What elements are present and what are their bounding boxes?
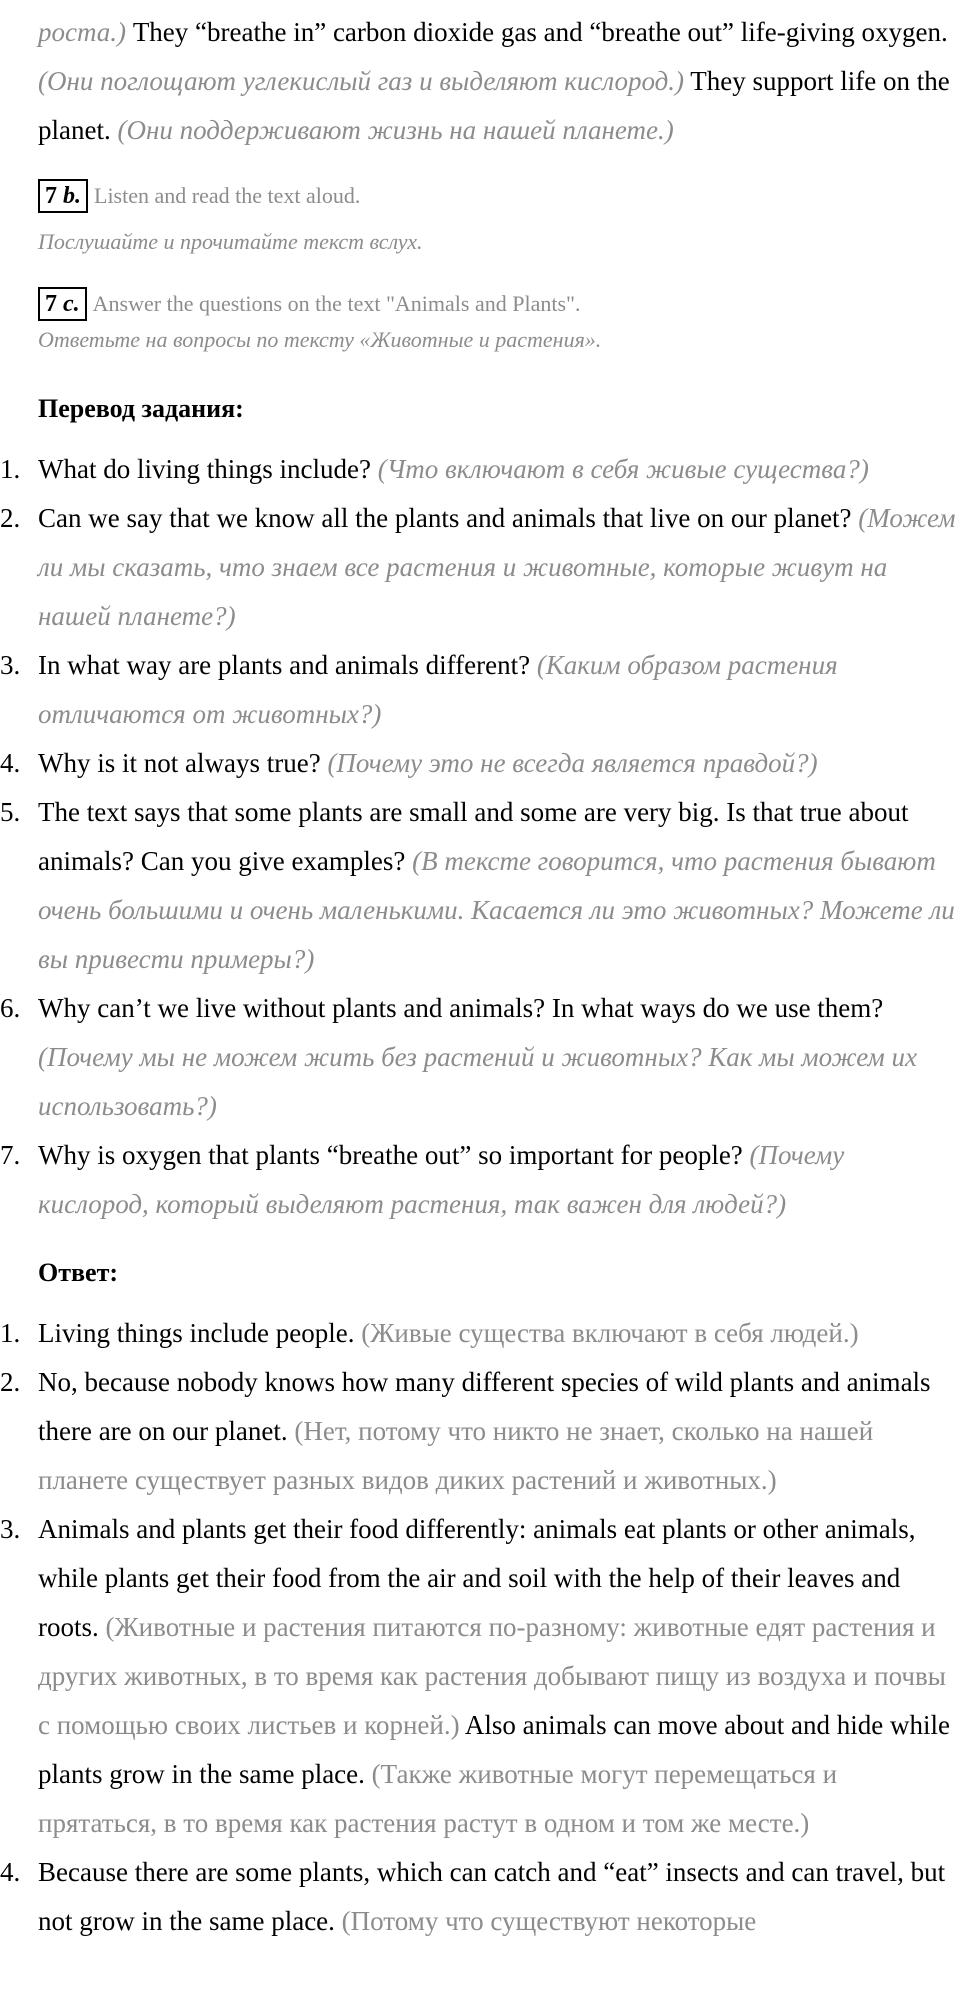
- question-ru: (Каким образом растения отличаются от животных?): [38, 650, 838, 729]
- item-number: 3.: [0, 1514, 21, 1544]
- item-number: 4.: [0, 1857, 21, 1887]
- task-7b-number: 7: [45, 183, 57, 209]
- item-number: 7.: [0, 1140, 21, 1170]
- list-item: [0, 1309, 958, 1358]
- item-number: 2.: [0, 503, 21, 533]
- translation-heading: Перевод задания:: [38, 394, 244, 423]
- answer-en: Animals and plants get their food differently: animals eat plants or other animals, while plants get their food from the air and soil with the help of their leaves and roots.: [38, 1514, 916, 1642]
- item-number: 1.: [0, 454, 21, 484]
- intro-ru-text-1: (Они поглощают углекислый газ и выделяют кислород.): [38, 66, 685, 96]
- item-number: 2.: [0, 1367, 21, 1397]
- answer-ru-continued: (Также животные могут перемещаться и прятаться, в то время как растения растут в одном и том же месте.): [38, 1759, 838, 1838]
- question-en: Why is it not always true?: [38, 748, 328, 778]
- intro-en-text-1: They “breathe in” carbon dioxide gas and “breathe out” life-giving oxygen.: [126, 17, 948, 47]
- answer-ru: (Потому что существуют некоторые: [341, 1906, 757, 1936]
- task-7b: [38, 178, 958, 262]
- question-ru: (В тексте говорится, что растения бывают очень большими и очень маленькими. Касается ли это животных? Можете ли вы привести примеры?): [38, 846, 955, 974]
- task-7c-letter: c.: [63, 291, 80, 317]
- question-en: In what way are plants and animals different?: [38, 650, 537, 680]
- question-ru: (Почему мы не можем жить без растений и животных? Как мы можем их использовать?): [38, 1042, 918, 1121]
- task-7c: [38, 286, 958, 358]
- list-item: [0, 1131, 958, 1229]
- list-item: [0, 1848, 958, 1946]
- list-item: [0, 788, 958, 984]
- item-number: 1.: [0, 1318, 21, 1348]
- question-en: The text says that some plants are small and some are very big. Is that true about animals? Can you give examples?: [38, 797, 909, 876]
- answer-en: Living things include people.: [38, 1318, 362, 1348]
- item-number: 3.: [0, 650, 21, 680]
- question-en: Why is oxygen that plants “breathe out” so important for people?: [38, 1140, 750, 1170]
- question-en: Why can’t we live without plants and animals? In what ways do we use them?: [38, 993, 884, 1023]
- intro-ru-fragment: роста.): [38, 17, 127, 47]
- answer-heading: Ответ:: [38, 1258, 119, 1287]
- intro-en-text-2: They support life on the planet.: [38, 66, 950, 145]
- task-7b-badge: [38, 179, 88, 213]
- list-item: [0, 641, 958, 739]
- task-7b-letter: b.: [63, 183, 81, 209]
- intro-paragraph: [38, 8, 958, 155]
- task-7b-instruction: Listen and read the text aloud.: [94, 183, 361, 208]
- list-item: [0, 445, 958, 494]
- question-en: What do living things include?: [38, 454, 378, 484]
- item-number: 4.: [0, 748, 21, 778]
- intro-ru-text-2: (Они поддерживают жизнь на нашей планете.): [117, 115, 674, 145]
- question-ru: (Что включают в себя живые существа?): [377, 454, 869, 484]
- answer-ru: (Животные и растения питаются по-разному: животные едят растения и других животных, в то время как растения добывают пищу из воздуха и почвы с помощью своих листьев и корней.): [38, 1612, 946, 1740]
- list-item: [0, 494, 958, 641]
- item-number: 6.: [0, 993, 21, 1023]
- answer-en: No, because nobody knows how many different species of wild plants and animals there are on our planet.: [38, 1367, 931, 1446]
- answer-ru: (Нет, потому что никто не знает, сколько на нашей планете существует разных видов диких растений и животных.): [38, 1416, 874, 1495]
- list-item: [0, 739, 958, 788]
- item-number: 5.: [0, 797, 21, 827]
- answer-en-continued: Also animals can move about and hide while plants grow in the same place.: [38, 1710, 950, 1789]
- list-item: [0, 984, 958, 1131]
- question-ru: (Почему это не всегда является правдой?): [327, 748, 818, 778]
- task-7c-translation: Ответьте на вопросы по тексту «Животные и растения».: [38, 327, 602, 352]
- question-en: Can we say that we know all the plants and animals that live on our planet?: [38, 503, 859, 533]
- answers-list: [0, 1309, 958, 1946]
- list-item: [0, 1505, 958, 1848]
- question-ru: (Почему кислород, который выделяют растения, так важен для людей?): [38, 1140, 845, 1219]
- questions-list: [0, 445, 958, 1229]
- list-item: [0, 1358, 958, 1505]
- answer-en: Because there are some plants, which can catch and “eat” insects and can travel, but not grow in the same place.: [38, 1857, 946, 1936]
- task-7b-translation: Послушайте и прочитайте текст вслух.: [38, 229, 423, 254]
- answer-ru: (Живые существа включают в себя людей.): [361, 1318, 859, 1348]
- task-7c-badge: [38, 287, 87, 321]
- question-ru: (Можем ли мы сказать, что знаем все растения и животные, которые живут на нашей планете?): [38, 503, 956, 631]
- task-7c-instruction: Answer the questions on the text "Animals and Plants".: [92, 291, 581, 316]
- task-7c-number: 7: [45, 291, 57, 317]
